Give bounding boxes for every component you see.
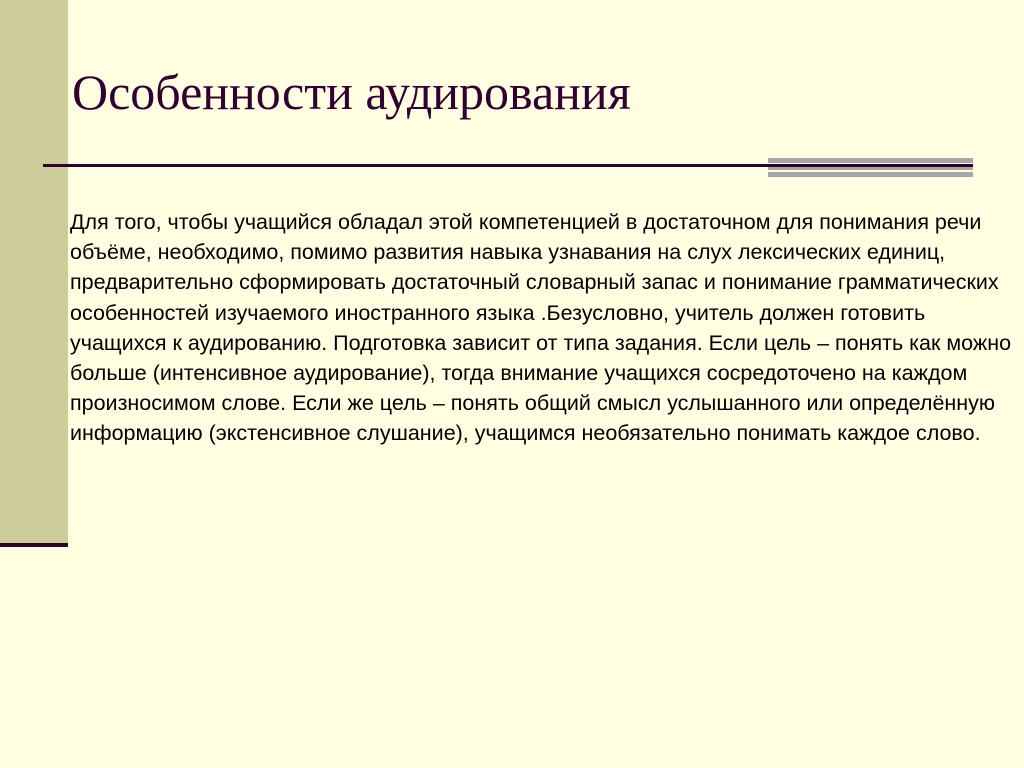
divider-accent-bars — [768, 158, 973, 179]
left-decorative-band — [0, 0, 68, 547]
left-band-underline — [0, 543, 68, 547]
divider-accent-line — [768, 164, 973, 167]
slide-title: Особенности аудирования — [72, 64, 631, 120]
slide-body-text: Для того, чтобы учащийся обладал этой компетенцией в достаточном для понимания речи объёме, необходимо, помимо развития навыка узнавания на слух лексических единиц, предварительно сформировать достаточный словарный запас и понимание грамматических особенностей изучаемого иностранного языка .Безусловно, учитель должен готовить учащихся к аудированию. Подготовка зависит от типа задания. Если цель – понять как можно больше (интенсивное аудирование), тогда внимание учащихся сосредоточено на каждом произносимом слове. Если же цель – понять общий смысл услышанного или определённую информацию (экстенсивное слушание), учащимся необязательно понимать каждое слово. — [70, 210, 1012, 446]
